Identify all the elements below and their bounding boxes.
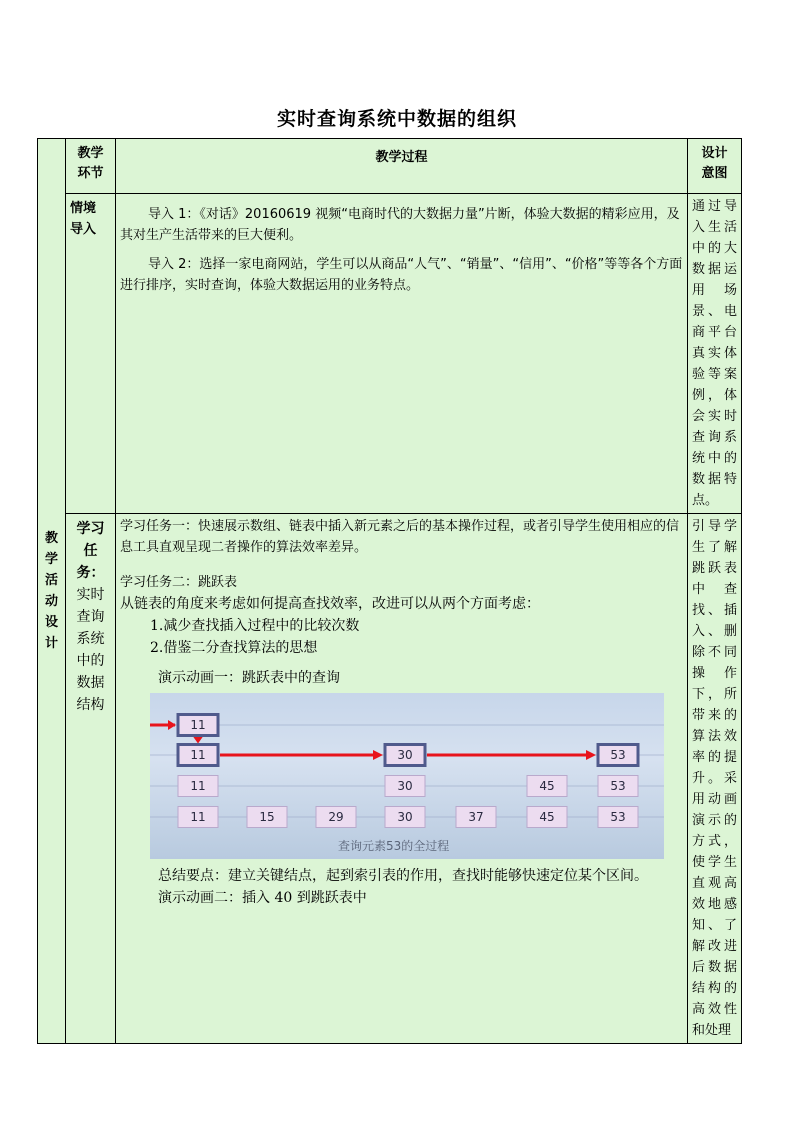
task2-point-2: 2.借鉴二分查找算法的思想	[150, 640, 318, 656]
skiplist-node	[178, 807, 218, 828]
section-label-char: 活	[44, 573, 58, 588]
anim-caption: 查询元素53的全过程	[338, 839, 450, 853]
skiplist-node-label: 30	[397, 779, 413, 793]
skiplist-node-label: 53	[610, 810, 626, 824]
skiplist-node-label: 30	[397, 748, 413, 762]
skiplist-node	[598, 776, 638, 797]
skiplist-node-label: 37	[468, 810, 484, 824]
skiplist-node	[598, 807, 638, 828]
skiplist-node	[178, 715, 218, 736]
skiplist-node-label: 11	[190, 779, 206, 793]
skiplist-node	[385, 776, 425, 797]
intro-paragraph-1: 导入 1：《对话》20160619 视频“电商时代的大数据力量”片断，体验大数据的精彩应用，及其对生产生活带来的巨大便利。	[120, 207, 680, 243]
intro-paragraph-2: 导入 2：选择一家电商网站，学生可以从商品“人气”、“销量”、“信用”、“价格”等等各个方面进行排序，实时查询，体验大数据运用的业务特点。	[120, 257, 683, 293]
section-label-char: 设	[44, 615, 58, 630]
stage-learning-task	[66, 514, 116, 1044]
anim2-title: 演示动画二：插入 40 到跳跃表中	[158, 890, 367, 906]
header-stage: 教学 环节	[66, 139, 116, 194]
skiplist-node	[178, 745, 218, 766]
section-label	[38, 139, 66, 1044]
lesson-plan-table	[37, 138, 742, 1044]
section-label-char: 学	[44, 552, 58, 567]
section-label-char: 教	[44, 531, 58, 546]
task2-point-1: 1.减少查找插入过程中的比较次数	[150, 618, 360, 634]
skiplist-node-label: 11	[190, 748, 206, 762]
skiplist-node-label: 30	[397, 810, 413, 824]
anim1-title: 演示动画一：跳跃表中的查询	[158, 670, 340, 686]
header-process: 教学过程	[116, 139, 688, 194]
document-title: 实时查询系统中数据的组织	[276, 108, 517, 130]
section-label-char: 动	[44, 594, 58, 609]
skiplist-node-label: 53	[610, 748, 626, 762]
skiplist-animation-image	[150, 693, 664, 859]
skiplist-node	[385, 745, 425, 766]
skiplist-node-label: 11	[190, 810, 206, 824]
skiplist-node	[456, 807, 496, 828]
skiplist-node	[385, 807, 425, 828]
design-intent-intro: 通过导入生活中的大数据运用场景、电商平台真实体验等案例，体会实时查询系统中的数据特点。	[688, 194, 742, 514]
section-label-char: 计	[44, 636, 58, 651]
stage-situation-intro: 情境 导入	[66, 194, 116, 514]
stage-task-name: 实时 查询 系统 中的 数据 结构	[76, 587, 105, 713]
skiplist-node-label: 15	[259, 810, 275, 824]
skiplist-node-label: 45	[539, 779, 555, 793]
skiplist-node	[316, 807, 356, 828]
skiplist-node	[247, 807, 287, 828]
skiplist-node	[527, 776, 567, 797]
skiplist-node	[178, 776, 218, 797]
skiplist-node	[598, 745, 638, 766]
task1-text: 学习任务一：快速展示数组、链表中插入新元素之后的基本操作过程，或者引导学生使用相应的信息工具直观呈现二者操作的算法效率差异。	[120, 519, 680, 555]
task2-intro: 从链表的角度来考虑如何提高查找效率，改进可以从两个方面考虑：	[120, 596, 540, 612]
skiplist-node-label: 53	[610, 779, 626, 793]
summary-text: 总结要点：建立关键结点，起到索引表的作用，查找时能够快速定位某个区间。	[158, 868, 648, 884]
process-cell-intro	[116, 194, 688, 514]
skiplist-diagram	[150, 693, 664, 859]
skiplist-node	[527, 807, 567, 828]
task2-title: 学习任务二：跳跃表	[120, 575, 238, 590]
header-design: 设计 意图	[688, 139, 742, 194]
skiplist-node-label: 11	[190, 718, 206, 732]
process-cell-tasks	[116, 514, 688, 1044]
skiplist-node-label: 45	[539, 810, 555, 824]
stage-task-title: 学习 任 务：	[76, 521, 105, 581]
design-intent-tasks: 引导学生了解跳跃表中查找、插入、删除不同操作下，所带来的算法效率的提升。采用动画演示的方式，使学生直观高效地感知、了解改进后数据结构的高效性和处理	[688, 514, 742, 1044]
skiplist-node-label: 29	[328, 810, 344, 824]
